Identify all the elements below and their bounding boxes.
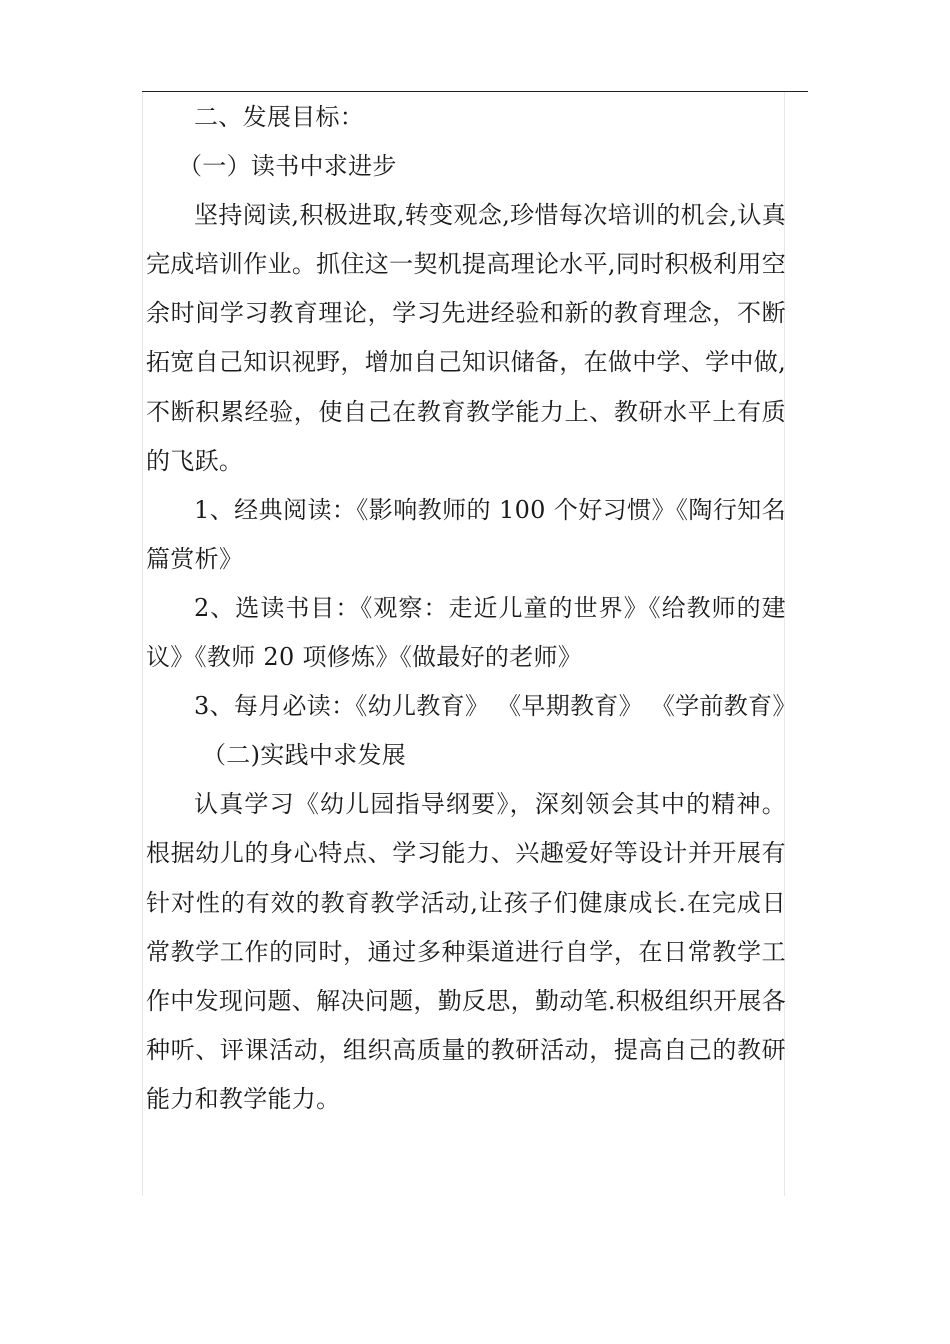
subheading-reading: （一）读书中求进步	[178, 152, 397, 181]
subheading-practice: （二)实践中求发展	[202, 741, 407, 770]
para-reading-body: 坚持阅读,积极进取,转变观念,珍惜每次培训的机会,认真完成培训作业。抓住这一契机提高理论水平,同时积极利用空余时间学习教育理论，学习先进经验和新的教育理念，不断拓宽自己知识视野，增加自己知识储备，在做中学、学中做,不断积累经验，使自己在教育教学能力上、教研水平上有质的飞跃。	[146, 201, 786, 475]
para-practice-body: 认真学习《幼儿园指导纲要》，深刻领会其中的精神。根据幼儿的身心特点、学习能力、兴趣爱好等设计并开展有针对性的有效的教育教学活动,让孩子们健康成长.在完成日常教学工作的同时，通过多种渠道进行自学，在日常教学工作中发现问题、解决问题，勤反思，勤动笔.积极组织开展各种听、评课活动，组织高质量的教研活动，提高自己的教研能力和教学能力。	[146, 790, 786, 1113]
document-body	[146, 93, 797, 1124]
heading-development-goals: 二、发展目标：	[194, 103, 365, 131]
header-rule	[142, 91, 808, 92]
item-monthly-reading: 3、每月必读：《幼儿教育》 《早期教育》 《学前教育》	[194, 692, 797, 721]
item-selected-reading: 2、选读书目：《观察：走近儿童的世界》《给教师的建议》《教师 20 项修炼》《做最好的老师》	[146, 593, 786, 672]
item-classic-reading: 1、经典阅读：《影响教师的 100 个好习惯》《陶行知名篇赏析》	[146, 495, 786, 573]
page-frame-left	[142, 92, 143, 1196]
